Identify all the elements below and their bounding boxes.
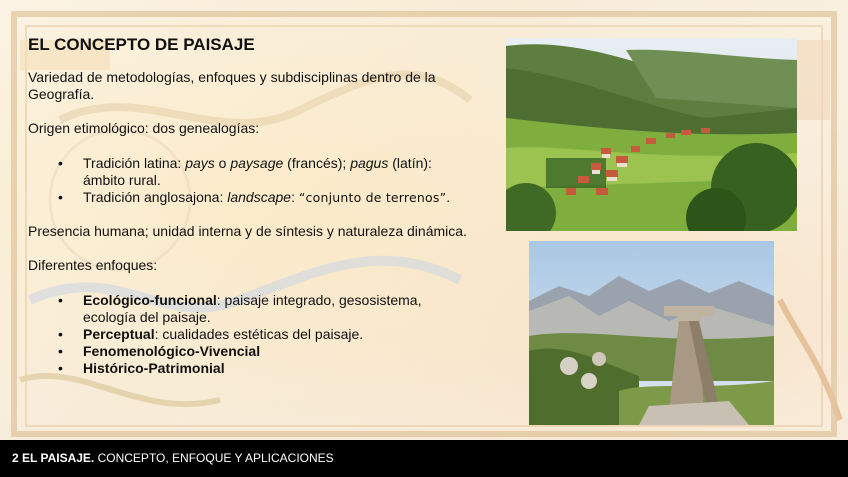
footer-section: 2 EL PAISAJE. xyxy=(12,451,95,465)
footer-bar xyxy=(0,440,848,477)
approach-desc: : paisaje integrado, gesosistema, ecología del paisaje. xyxy=(83,292,422,325)
origin-list xyxy=(28,155,468,206)
latin-prefix: Tradición latina: xyxy=(83,155,186,171)
approach-name: Perceptual xyxy=(83,326,155,342)
anglo-quote: “conjunto de terrenos” xyxy=(298,190,447,205)
text-content xyxy=(28,36,468,394)
anglo-prefix: Tradición anglosajona: xyxy=(83,189,228,205)
approaches-list xyxy=(28,292,468,377)
list-item xyxy=(56,292,468,326)
latin-mid2: (francés); xyxy=(283,155,351,171)
list-item xyxy=(56,343,468,360)
term-pagus: pagus xyxy=(350,155,389,171)
term-paysage: paysage xyxy=(230,155,284,171)
mountain-lookout-photo xyxy=(529,241,774,425)
list-item-anglo xyxy=(56,189,468,206)
approach-name: Ecológico-funcional xyxy=(83,292,217,308)
anglo-mid: : xyxy=(291,189,299,205)
approach-name: Histórico-Patrimonial xyxy=(83,360,225,376)
approaches-label: Diferentes enfoques: xyxy=(28,257,158,273)
footer-title: CONCEPTO, ENFOQUE Y APLICACIONES xyxy=(94,451,334,465)
intro-text: Variedad de metodologías, enfoques y subdisciplinas dentro de la Geografía. xyxy=(28,69,436,102)
origin-label: Origen etimológico: dos genealogías: xyxy=(28,120,260,136)
presence-text: Presencia humana; unidad interna y de síntesis y naturaleza dinámica. xyxy=(28,223,467,239)
approach-desc: : cualidades estéticas del paisaje. xyxy=(154,326,364,342)
slide-title: EL CONCEPTO DE PAISAJE xyxy=(28,35,255,54)
latin-mid1: o xyxy=(214,155,231,171)
list-item xyxy=(56,360,468,377)
term-pays: pays xyxy=(185,155,215,171)
anglo-end: . xyxy=(446,189,451,205)
list-item-latin xyxy=(56,155,468,189)
term-landscape: landscape xyxy=(227,189,292,205)
list-item xyxy=(56,326,468,343)
approach-name: Fenomenológico-Vivencial xyxy=(83,343,261,359)
latin-mid3: (latín): ámbito rural. xyxy=(83,155,432,188)
village-valley-photo xyxy=(506,38,797,231)
